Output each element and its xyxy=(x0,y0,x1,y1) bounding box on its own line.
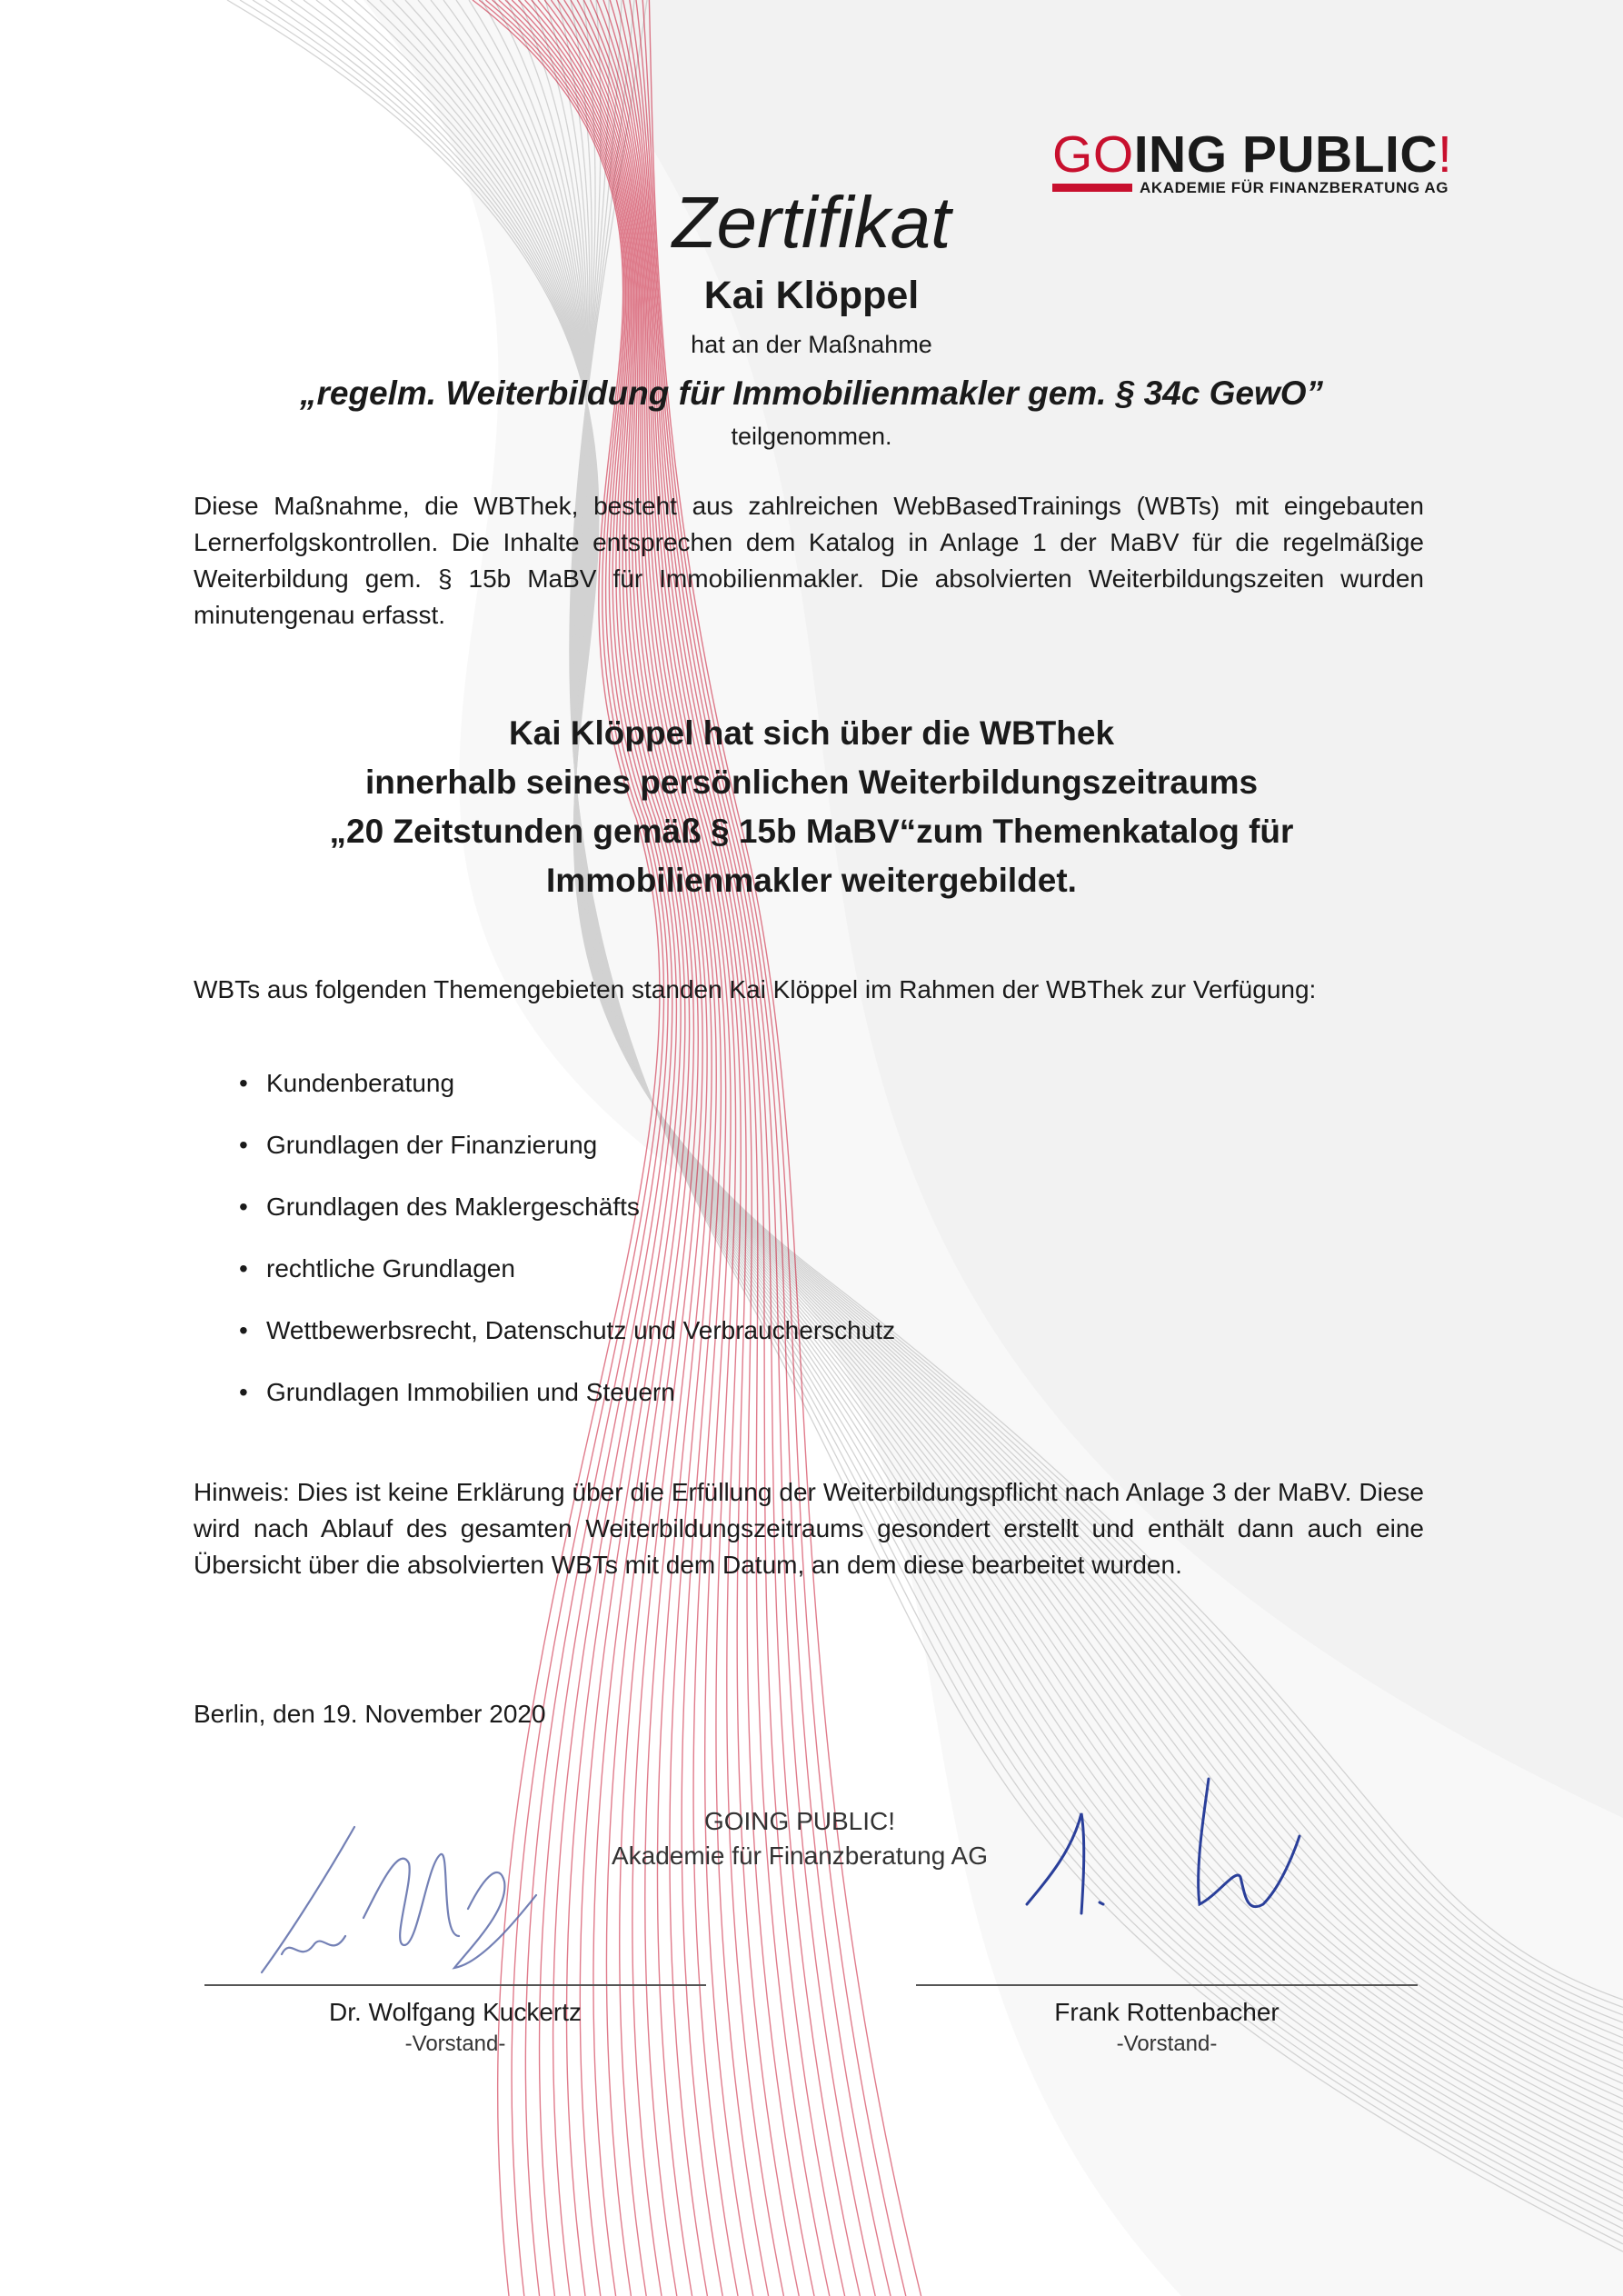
summary-line: „20 Zeitstunden gemäß § 15b MaBV“zum Themenkatalog für xyxy=(329,813,1294,850)
certificate-title: Zertifikat xyxy=(672,182,951,263)
summary-block xyxy=(0,709,1623,905)
bullet-icon: • xyxy=(239,1131,248,1159)
list-item xyxy=(194,1374,895,1436)
topic-label: rechtliche Grundlagen xyxy=(266,1254,515,1283)
bullet-icon: • xyxy=(239,1378,248,1406)
bullet-icon: • xyxy=(239,1316,248,1344)
measure-title: „regelm. Weiterbildung für Immobilienmakler gem. § 34c GewO” xyxy=(299,374,1324,412)
topics-intro: WBTs aus folgenden Themengebieten standen Kai Klöppel im Rahmen der WBThek zur Verfügung: xyxy=(194,975,1317,1003)
bullet-icon: • xyxy=(239,1254,248,1283)
recipient-name: Kai Klöppel xyxy=(703,274,920,317)
list-item xyxy=(194,1251,895,1313)
company-logo xyxy=(1052,125,1472,196)
signature-rottenbacher xyxy=(1009,1768,1390,1950)
note-paragraph: Hinweis: Dies ist keine Erklärung über die Erfüllung der Weiterbildungspflicht nach Anlage 3 der MaBV. Diese wird nach Ablauf des gesamten Weiterbildungszeitraums gesondert erstellt und enthält dann auch eine Übersicht über die absolvierten WBTs mit dem Datum, an dem diese bearbeitet wurden. xyxy=(194,1478,1424,1579)
organization-line-2: Akademie für Finanzberatung AG xyxy=(611,1842,988,1870)
bullet-icon: • xyxy=(239,1069,248,1097)
signatory-role-left: -Vorstand- xyxy=(404,2031,506,2056)
list-item xyxy=(194,1065,895,1127)
logo-part-go: GO xyxy=(1052,125,1134,184)
signature-line-right xyxy=(916,1984,1418,1986)
bullet-icon: • xyxy=(239,1193,248,1221)
signatory-name-right: Frank Rottenbacher xyxy=(1054,1998,1279,2026)
topics-list xyxy=(194,1065,895,1436)
participated-text: teilgenommen. xyxy=(731,423,892,450)
topic-label: Grundlagen Immobilien und Steuern xyxy=(266,1378,675,1406)
summary-line: Kai Klöppel hat sich über die WBThek xyxy=(508,714,1115,752)
signatory-role-right: -Vorstand- xyxy=(1116,2031,1218,2056)
intro-text: hat an der Maßnahme xyxy=(691,331,932,358)
logo-wordmark xyxy=(1052,127,1472,182)
list-item xyxy=(194,1189,895,1251)
topic-label: Grundlagen des Maklergeschäfts xyxy=(266,1193,640,1221)
summary-line: innerhalb seines persönlichen Weiterbildungszeitraums xyxy=(364,764,1259,801)
signatory-name-left: Dr. Wolfgang Kuckertz xyxy=(328,1998,582,2026)
description-paragraph: Diese Maßnahme, die WBThek, besteht aus zahlreichen WebBasedTrainings (WBTs) mit eingebauten Lernerfolgskontrollen. Die Inhalte entsprechen dem Katalog in Anlage 1 der MaBV für die regelmäßige Weiterbildung gem. § 15b MaBV für Immobilienmakler. Die absolvierten Weiterbildungszeiten wurden minutengenau erfasst. xyxy=(194,492,1424,629)
organization-line-1: GOING PUBLIC! xyxy=(703,1807,896,1835)
summary-line: Immobilienmakler weitergebildet. xyxy=(546,862,1077,899)
logo-part-ing-public: ING PUBLIC xyxy=(1133,125,1439,184)
topic-label: Wettbewerbsrecht, Datenschutz und Verbraucherschutz xyxy=(266,1316,896,1344)
logo-part-exclamation: ! xyxy=(1438,125,1453,184)
topic-label: Kundenberatung xyxy=(266,1069,455,1097)
topic-label: Grundlagen der Finanzierung xyxy=(266,1131,598,1159)
list-item xyxy=(194,1313,895,1374)
signature-kuckertz xyxy=(245,1809,627,1991)
list-item xyxy=(194,1127,895,1189)
logo-subtitle: AKADEMIE FÜR FINANZBERATUNG AG xyxy=(1140,179,1449,196)
place-date: Berlin, den 19. November 2020 xyxy=(194,1700,546,1728)
